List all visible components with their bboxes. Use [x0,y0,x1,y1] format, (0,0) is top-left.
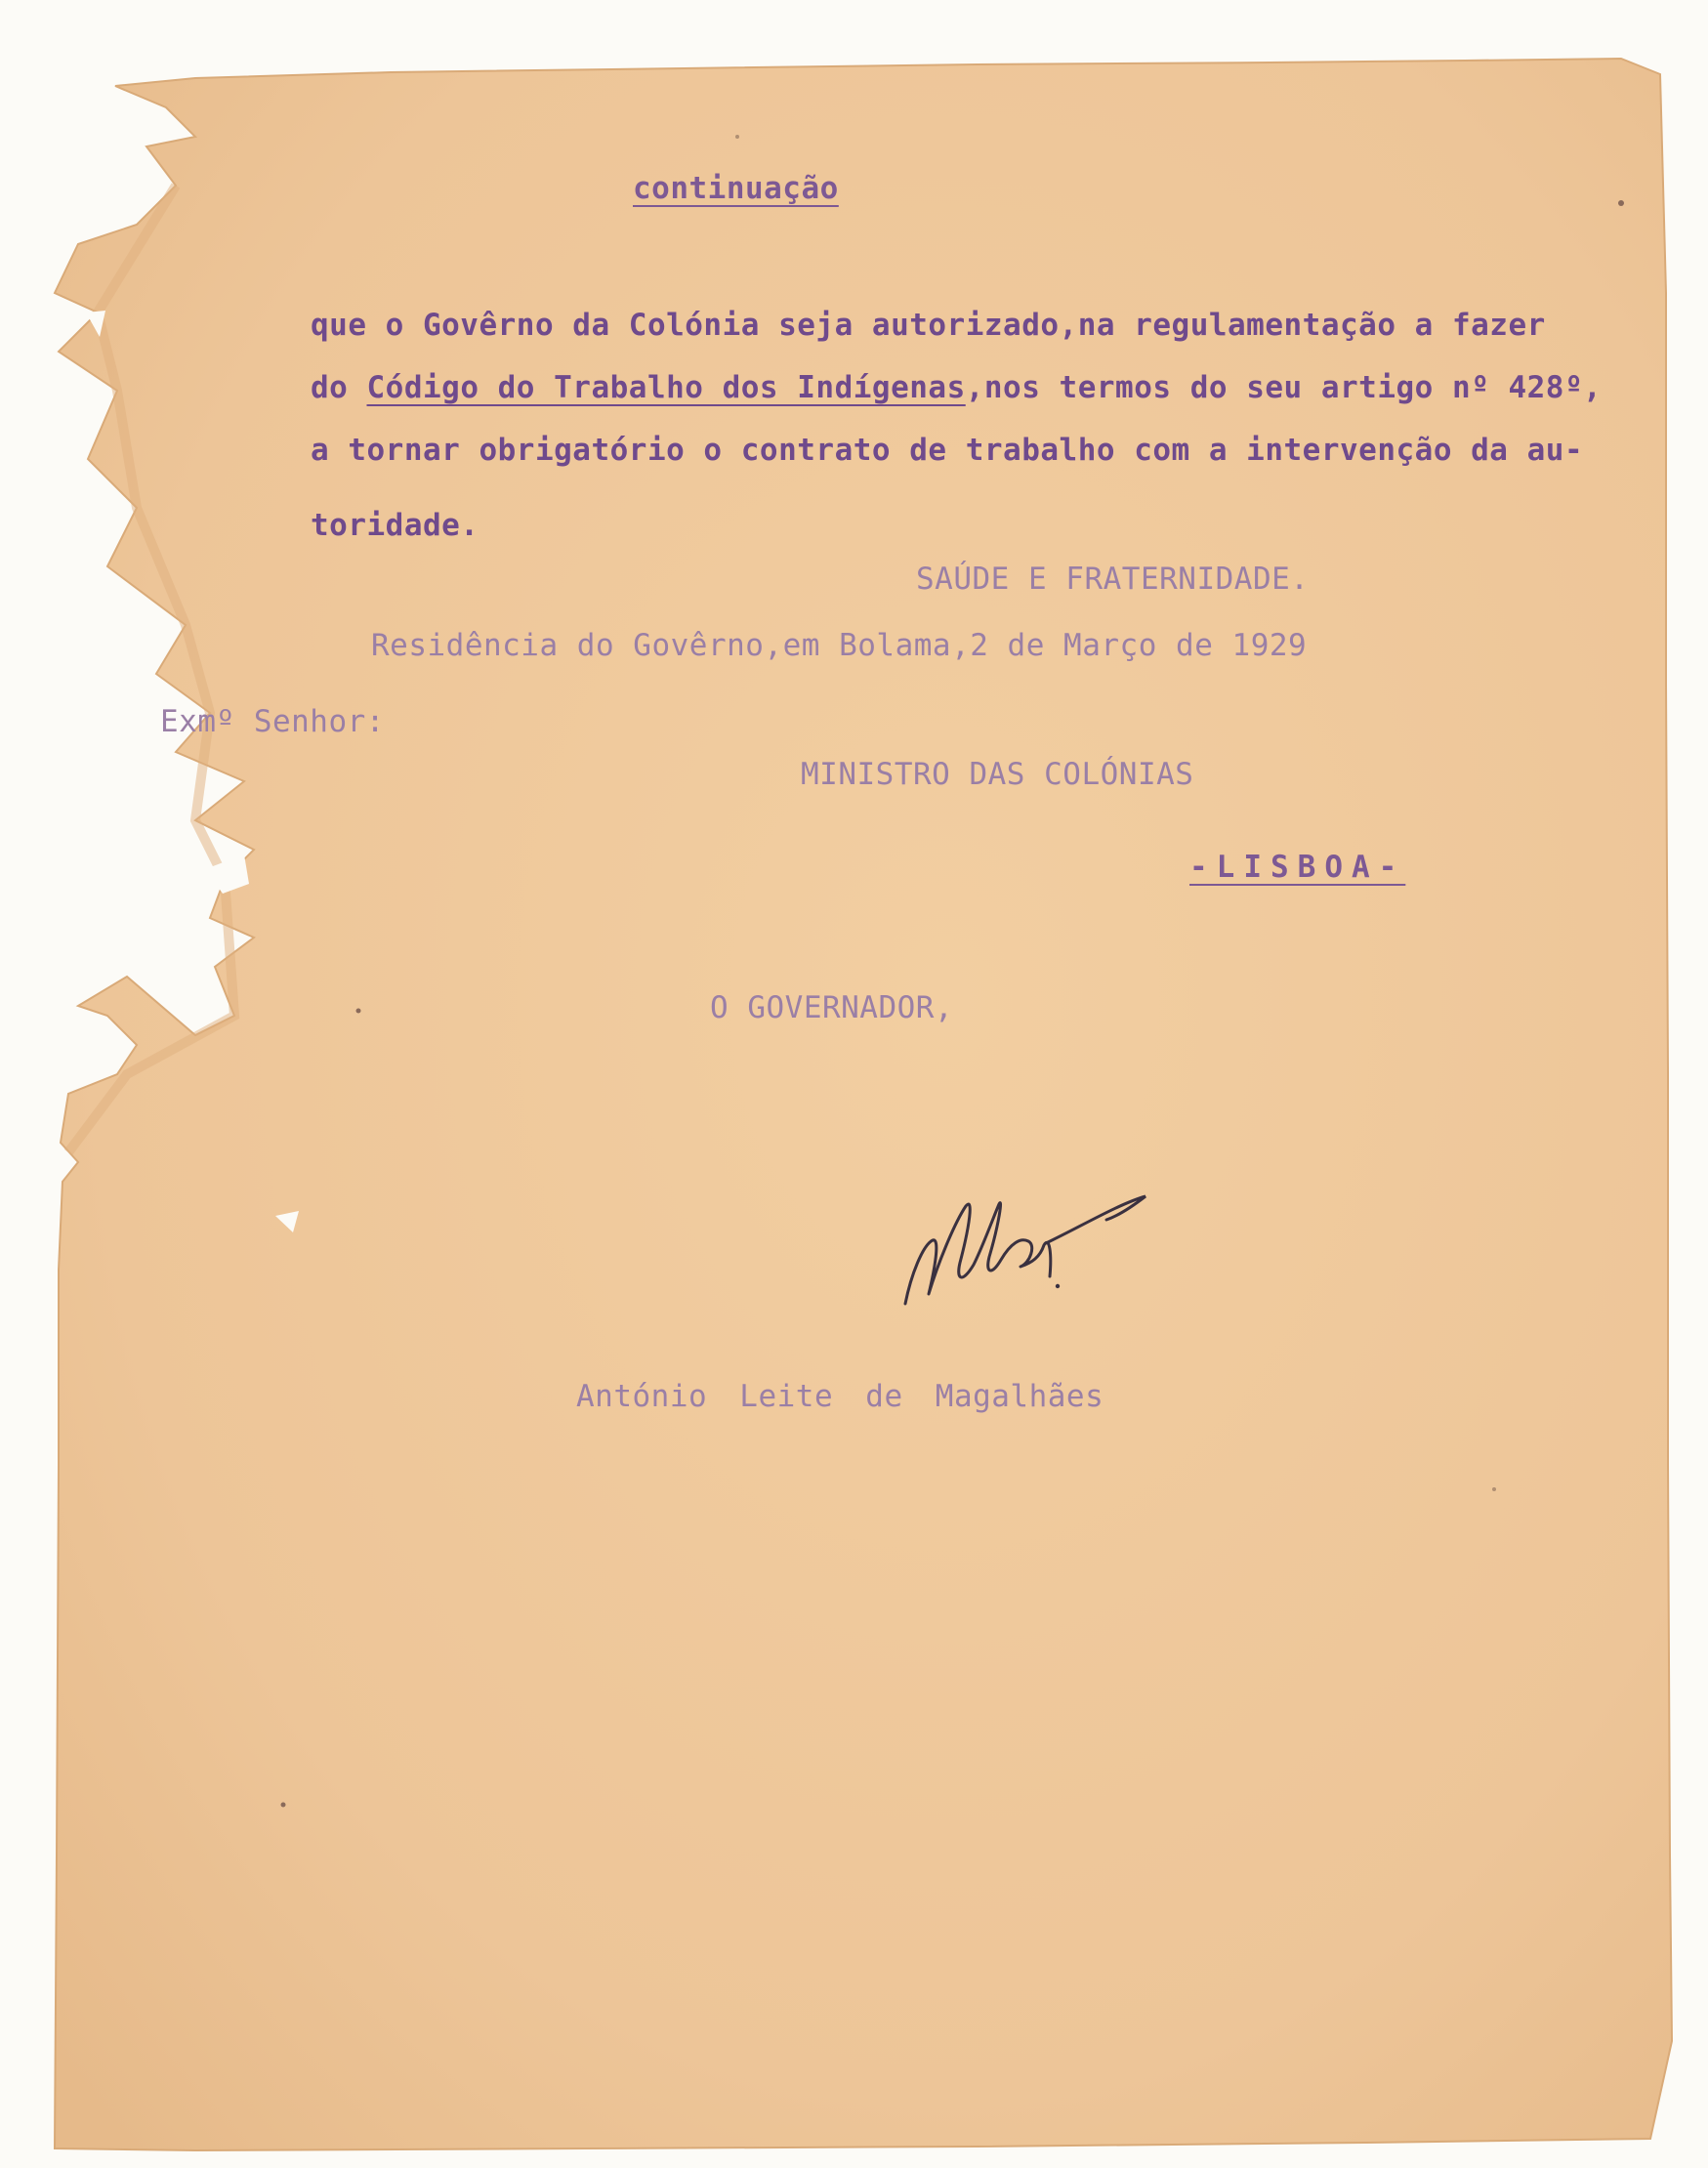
body-line-2-prefix: do [311,370,367,405]
addressee-city: -LISBOA- [1189,850,1406,885]
labour-code-title: Código do Trabalho dos Indígenas [366,370,966,405]
salutation: Exmº Senhor: [160,704,385,739]
signatory-title: O GOVERNADOR, [710,990,954,1025]
addressee: MINISTRO DAS COLÓNIAS [801,757,1194,792]
speck [1618,200,1624,206]
speck [1492,1487,1496,1491]
body-line-1: que o Govêrno da Colónia seja autorizado,na regulamentação a fazer [311,308,1546,343]
body-line-3: a tornar obrigatório o contrato de trabalho com a intervenção da au- [311,433,1584,468]
speck [281,1803,286,1808]
body-line-4: toridade. [311,508,479,543]
body-line-2-suffix: ,nos termos do seu artigo nº 428º, [965,370,1603,405]
signatory-name: António Leite de Magalhães [576,1379,1104,1414]
continuation-heading: continuação [633,171,839,206]
closing-formula: SAÚDE E FRATERNIDADE. [916,562,1310,597]
speck [735,135,739,139]
speck [356,1009,361,1014]
place-and-date: Residência do Govêrno,em Bolama,2 de Março de 1929 [371,628,1308,663]
